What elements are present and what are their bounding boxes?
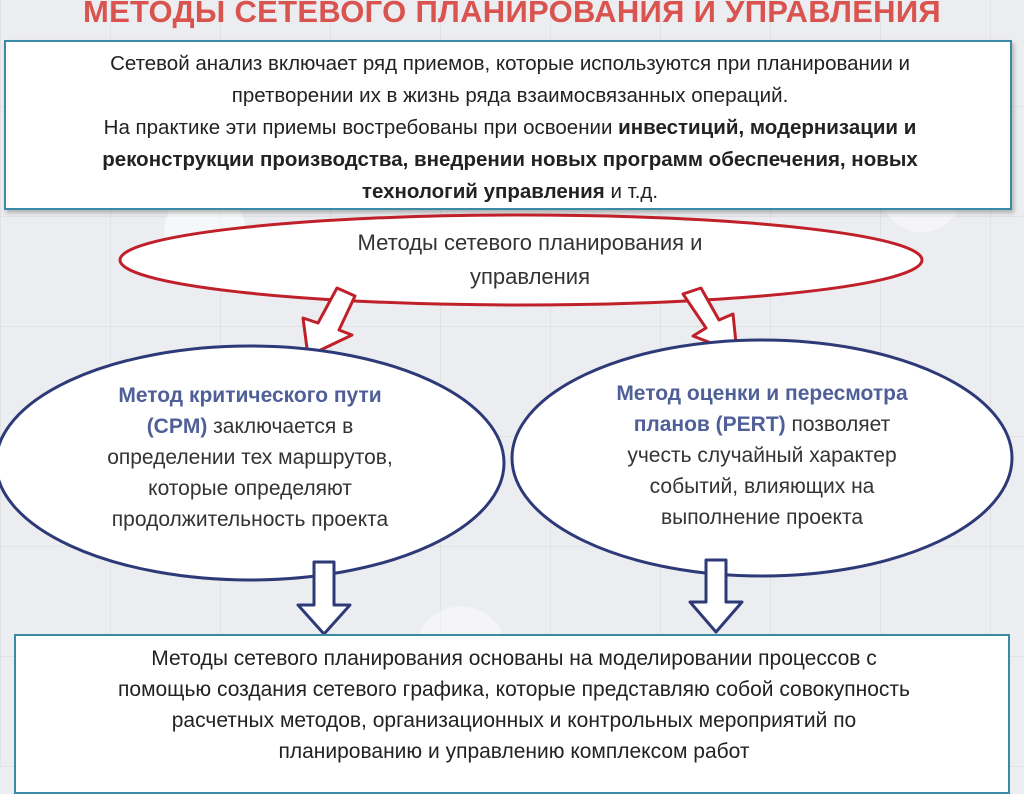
intro-text-plain: На практике эти приемы востребованы при освоении [103, 116, 619, 139]
conclusion-box [14, 634, 1010, 794]
cpm-abbreviation: (CPM) [146, 415, 208, 438]
top-ellipse-line: Методы сетевого планирования и [357, 230, 703, 255]
intro-text-bold: инвестиций, модернизации и [618, 116, 917, 139]
pert-method-name: Метод оценки и пересмотра [616, 382, 908, 405]
cpm-text: заключается в [207, 415, 354, 438]
cpm-line: определении тех маршрутов, [107, 446, 393, 469]
conclusion-line: планированию и управлению комплексом работ [278, 740, 750, 763]
conclusion-line: расчетных методов, организационных и контрольных мероприятий по [171, 709, 857, 732]
pert-text: позволяет [785, 413, 891, 436]
top-ellipse-text [270, 226, 790, 294]
intro-text-bold: реконструкции производства, внедрении новых программ обеспечения, новых [102, 148, 918, 171]
intro-text-bold: технологий управления [361, 180, 605, 203]
cpm-line: которые определяют [148, 477, 352, 500]
pert-line [560, 378, 964, 409]
cpm-line [40, 380, 460, 411]
pert-line [560, 409, 964, 440]
cpm-method-name: Метод критического пути [118, 384, 382, 407]
left-ellipse-text [40, 380, 460, 535]
slide-title: МЕТОДЫ СЕТЕВОГО ПЛАНИРОВАНИЯ И УПРАВЛЕНИЯ [82, 0, 942, 29]
cpm-line [40, 411, 460, 442]
conclusion-line: Методы сетевого планирования основаны на моделировании процессов с [151, 647, 877, 670]
right-ellipse-text [560, 378, 964, 533]
intro-line: претворении их в жизнь ряда взаимосвязанных операций. [231, 84, 789, 107]
conclusion-line: помощью создания сетевого графика, которые представляю собой совокупность [118, 678, 910, 701]
conclusion-text [46, 643, 982, 767]
pert-line: учесть случайный характер [627, 444, 897, 467]
top-ellipse-line: управления [470, 264, 590, 289]
pert-abbreviation: планов (PERT) [633, 413, 786, 436]
intro-text-plain: и т.д. [604, 180, 659, 203]
intro-line: Сетевой анализ включает ряд приемов, которые используются при планировании и [110, 52, 910, 75]
cpm-line: продолжительность проекта [111, 508, 389, 531]
pert-line: выполнение проекта [660, 506, 864, 529]
pert-line: событий, влияющих на [649, 475, 875, 498]
